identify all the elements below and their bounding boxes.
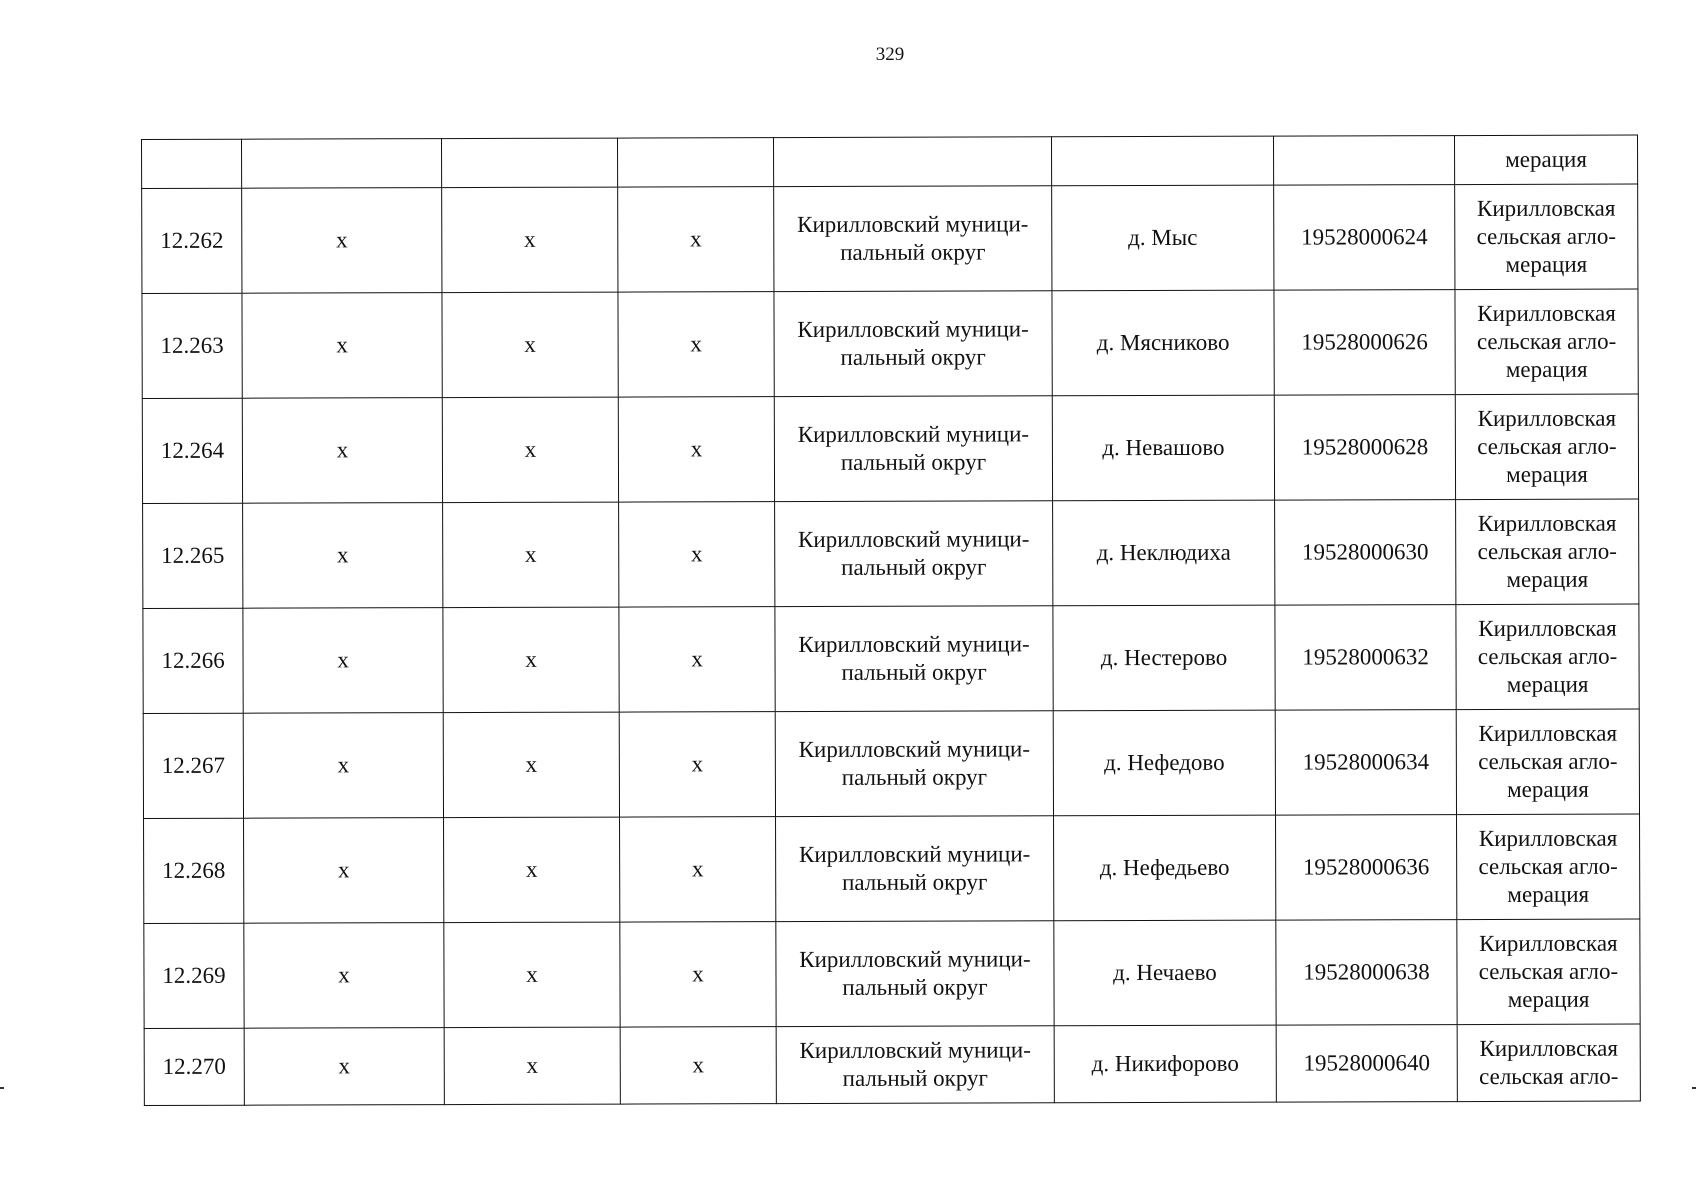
- table-cell: [142, 139, 242, 188]
- agglomeration-cell: [1457, 1024, 1640, 1102]
- agglomeration-line: сельская агло-: [1478, 748, 1618, 775]
- agglomeration-line: мерация: [1505, 356, 1588, 382]
- code-cell: 19528000628: [1274, 395, 1455, 501]
- agglomeration-line: сельская агло-: [1478, 958, 1619, 985]
- row-number-cell: 12.265: [143, 503, 243, 608]
- agglomeration-cell: [1455, 394, 1638, 500]
- cell-col4: x: [620, 1027, 776, 1104]
- cell-col3: x: [442, 292, 618, 398]
- table-cell: [1273, 136, 1454, 186]
- agglomeration-line: сельская агло-: [1476, 328, 1617, 355]
- cell-col2: x: [242, 188, 442, 294]
- cell-col2: x: [243, 503, 443, 609]
- municipality-line: Кирилловский муници-: [798, 736, 1031, 763]
- row-number-cell: 12.270: [144, 1028, 244, 1105]
- cell-col4: x: [620, 922, 776, 1027]
- municipality-cell: [775, 606, 1053, 712]
- continuation-row: [142, 135, 1638, 188]
- municipality-line: Кирилловский муници-: [798, 841, 1031, 868]
- municipality-cell: [775, 501, 1053, 607]
- municipality-cell: [774, 291, 1052, 397]
- agglomeration-cell: [1455, 289, 1638, 395]
- settlements-table: [141, 135, 1641, 1106]
- table-cell: [773, 137, 1051, 187]
- municipality-cell: [775, 711, 1053, 817]
- table-cell: [1051, 136, 1273, 186]
- row-number-cell: 12.267: [143, 713, 243, 818]
- table-row: [144, 919, 1640, 1028]
- code-cell: 19528000632: [1275, 605, 1456, 711]
- cell-col4: x: [620, 817, 776, 922]
- cell-col4: x: [619, 502, 775, 607]
- agglomeration-line: Кирилловская: [1476, 195, 1616, 222]
- municipality-line: Кирилловский муници-: [797, 526, 1030, 553]
- agglomeration-line: мерация: [1506, 671, 1589, 697]
- cell-col2: x: [243, 608, 443, 714]
- continuation-cell: мерация: [1454, 135, 1637, 185]
- cell-col4: x: [618, 397, 774, 502]
- table-row: [143, 499, 1639, 608]
- agglomeration-cell: [1457, 919, 1640, 1025]
- municipality-line: Кирилловский муници-: [798, 631, 1030, 658]
- code-cell: 19528000624: [1274, 185, 1455, 291]
- locality-cell: д. Мыс: [1052, 185, 1274, 291]
- municipality-line: пальный округ: [841, 764, 988, 790]
- code-cell: 19528000630: [1275, 500, 1456, 606]
- agglomeration-line: Кирилловская: [1478, 615, 1617, 642]
- row-number-cell: 12.263: [142, 293, 242, 398]
- municipality-line: Кирилловский муници-: [797, 211, 1029, 238]
- code-cell: 19528000634: [1275, 710, 1456, 816]
- locality-cell: д. Неклюдиха: [1053, 500, 1275, 606]
- municipality-line: пальный округ: [840, 344, 986, 370]
- locality-cell: д. Нефедово: [1053, 710, 1275, 816]
- row-number-cell: 12.262: [142, 188, 242, 293]
- scan-edge-mark-right: [1692, 1087, 1696, 1089]
- municipality-cell: [776, 1026, 1054, 1104]
- municipality-line: пальный округ: [841, 554, 987, 580]
- municipality-line: пальный округ: [842, 869, 988, 895]
- agglomeration-line: мерация: [1507, 881, 1590, 907]
- agglomeration-line: Кирилловская: [1479, 1035, 1618, 1062]
- scan-edge-mark-left: [0, 1087, 4, 1089]
- municipality-line: пальный округ: [842, 974, 988, 1000]
- agglomeration-line: сельская агло-: [1478, 853, 1618, 880]
- agglomeration-line: сельская агло-: [1477, 538, 1617, 565]
- locality-cell: д. Нестерово: [1053, 605, 1275, 711]
- code-cell: 19528000636: [1276, 815, 1457, 921]
- municipality-line: пальный округ: [842, 1065, 988, 1091]
- locality-cell: д. Нефедьево: [1054, 815, 1276, 921]
- agglomeration-cell: [1455, 184, 1638, 290]
- agglomeration-line: Кирилловская: [1478, 825, 1618, 852]
- municipality-line: пальный округ: [840, 239, 986, 265]
- agglomeration-cell: [1456, 604, 1639, 710]
- table-row: [143, 604, 1639, 713]
- agglomeration-line: мерация: [1507, 776, 1589, 802]
- agglomeration-line: Кирилловская: [1477, 405, 1617, 432]
- agglomeration-line: сельская агло-: [1476, 223, 1617, 250]
- agglomeration-line: Кирилловская: [1477, 300, 1616, 327]
- municipality-cell: [774, 186, 1052, 292]
- cell-col4: x: [619, 712, 775, 817]
- cell-col3: x: [443, 502, 619, 608]
- table-row: [142, 184, 1638, 293]
- cell-col3: x: [444, 1027, 620, 1105]
- code-cell: 19528000640: [1276, 1025, 1457, 1103]
- agglomeration-cell: [1456, 709, 1639, 815]
- row-number-cell: 12.269: [144, 923, 244, 1028]
- municipality-line: пальный округ: [841, 659, 987, 685]
- locality-cell: д. Мясниково: [1052, 290, 1274, 396]
- table-row: [144, 814, 1640, 923]
- municipality-line: Кирилловский муници-: [797, 316, 1029, 343]
- table-cell: [442, 138, 618, 188]
- code-cell: 19528000626: [1274, 290, 1455, 396]
- municipality-line: пальный округ: [840, 449, 987, 475]
- agglomeration-line: сельская агло-: [1477, 643, 1618, 670]
- table-row: [143, 709, 1639, 818]
- cell-col2: x: [242, 398, 442, 504]
- agglomeration-line: мерация: [1507, 986, 1590, 1012]
- locality-cell: д. Нечаево: [1054, 920, 1276, 1026]
- cell-col2: x: [244, 818, 444, 924]
- table-cell: [242, 139, 442, 189]
- row-number-cell: 12.266: [143, 608, 243, 713]
- cell-col3: x: [444, 817, 620, 923]
- agglomeration-line: Кирилловская: [1477, 510, 1617, 537]
- cell-col3: x: [443, 712, 619, 818]
- cell-col4: x: [618, 187, 774, 292]
- cell-col3: x: [442, 187, 618, 293]
- municipality-cell: [774, 396, 1052, 502]
- table-cell: [617, 138, 773, 187]
- cell-col2: x: [242, 293, 442, 399]
- table-row: [144, 1024, 1640, 1105]
- agglomeration-line: мерация: [1506, 566, 1589, 592]
- locality-cell: д. Никифорово: [1054, 1025, 1276, 1103]
- cell-col3: x: [443, 607, 619, 713]
- cell-col2: x: [244, 923, 444, 1029]
- agglomeration-line: мерация: [1506, 461, 1588, 487]
- table-row: [142, 289, 1638, 398]
- cell-col4: x: [619, 607, 775, 712]
- locality-cell: д. Невашово: [1052, 395, 1274, 501]
- agglomeration-line: мерация: [1505, 251, 1588, 277]
- cell-col3: x: [442, 397, 618, 503]
- cell-col4: x: [618, 292, 774, 397]
- agglomeration-line: Кирилловская: [1479, 930, 1618, 957]
- cell-col3: x: [444, 922, 620, 1028]
- agglomeration-line: сельская агло-: [1477, 433, 1617, 460]
- agglomeration-cell: [1456, 499, 1639, 605]
- municipality-cell: [776, 921, 1054, 1027]
- agglomeration-cell: [1457, 814, 1640, 920]
- page-number: 329: [875, 44, 905, 65]
- cell-col2: x: [244, 1028, 444, 1106]
- cell-col2: x: [243, 713, 443, 819]
- row-number-cell: 12.264: [142, 398, 242, 503]
- municipality-line: Кирилловский муници-: [799, 946, 1031, 973]
- row-number-cell: 12.268: [144, 818, 244, 923]
- municipality-line: Кирилловский муници-: [797, 421, 1030, 448]
- municipality-cell: [776, 816, 1054, 922]
- municipality-line: Кирилловский муници-: [799, 1037, 1031, 1064]
- code-cell: 19528000638: [1276, 920, 1457, 1026]
- table-row: [142, 394, 1638, 503]
- agglomeration-line: сельская агло-: [1479, 1063, 1619, 1090]
- agglomeration-line: Кирилловская: [1478, 720, 1618, 747]
